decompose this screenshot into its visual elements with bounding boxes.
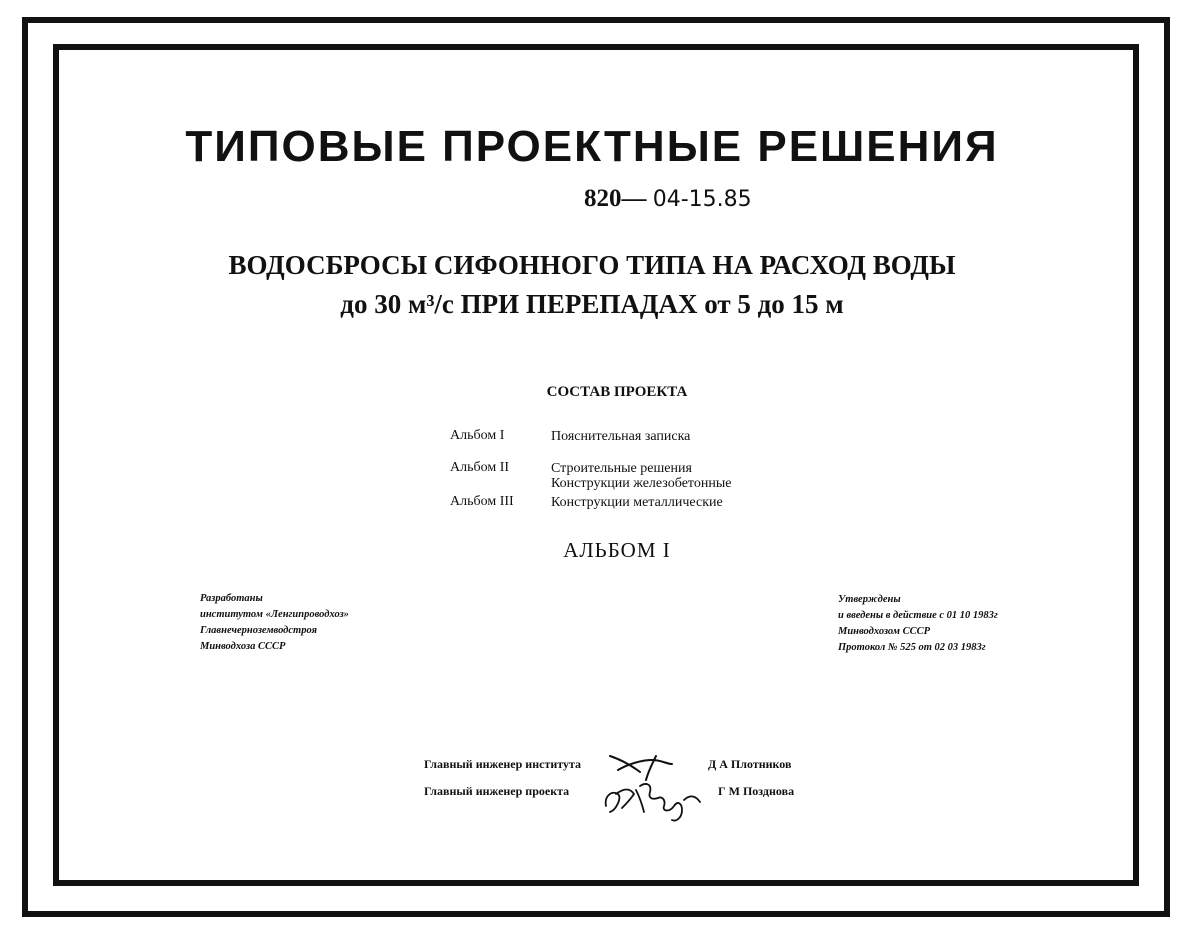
album-1-desc: Пояснительная записка bbox=[551, 429, 691, 444]
album-1-label: Альбом I bbox=[450, 428, 505, 443]
approved-line-3: Минводхозом СССР bbox=[838, 626, 931, 637]
document-title: ТИПОВЫЕ ПРОЕКТНЫЕ РЕШЕНИЯ bbox=[185, 122, 999, 171]
signature-name-1: Д А Плотников bbox=[708, 757, 792, 771]
album-3-desc: Конструкции металлические bbox=[551, 495, 723, 510]
developed-by-block bbox=[200, 591, 349, 655]
approved-block bbox=[838, 592, 998, 656]
developed-line-2: институтом «Ленгипроводхоз» bbox=[200, 609, 349, 620]
developed-line-3: Главнечерноземводстроя bbox=[200, 625, 317, 636]
album-2-desc: Строительные решения Конструкции железобетонные bbox=[551, 461, 732, 491]
composition-heading: СОСТАВ ПРОЕКТА bbox=[546, 384, 688, 400]
subtitle-line-1: ВОДОСБРОСЫ СИФОННОГО ТИПА НА РАСХОД ВОДЫ bbox=[228, 250, 956, 280]
album-3-label: Альбом III bbox=[450, 494, 514, 509]
document-number bbox=[584, 185, 752, 213]
signature-name-2: Г М Позднова bbox=[718, 784, 795, 798]
approved-line-2: и введены в действие с 01 10 1983г bbox=[838, 610, 998, 621]
approved-line-1: Утверждены bbox=[838, 594, 901, 605]
number-printed: 820— bbox=[584, 185, 647, 212]
signature-role-2: Главный инженер проекта bbox=[424, 784, 570, 798]
signature-role-1: Главный инженер института bbox=[424, 757, 582, 771]
number-handwritten: 04-15.85 bbox=[652, 187, 752, 212]
developed-line-4: Минводхоза СССР bbox=[200, 641, 286, 652]
approved-line-4: Протокол № 525 от 02 03 1983г bbox=[838, 642, 986, 653]
developed-line-1: Разработаны bbox=[200, 593, 263, 604]
signature-mark-2 bbox=[600, 770, 710, 826]
subtitle-line-2: до 30 м³/с ПРИ ПЕРЕПАДАХ от 5 до 15 м bbox=[340, 289, 844, 319]
album-2-label: Альбом II bbox=[450, 460, 510, 475]
current-album: АЛЬБОМ I bbox=[563, 538, 671, 562]
